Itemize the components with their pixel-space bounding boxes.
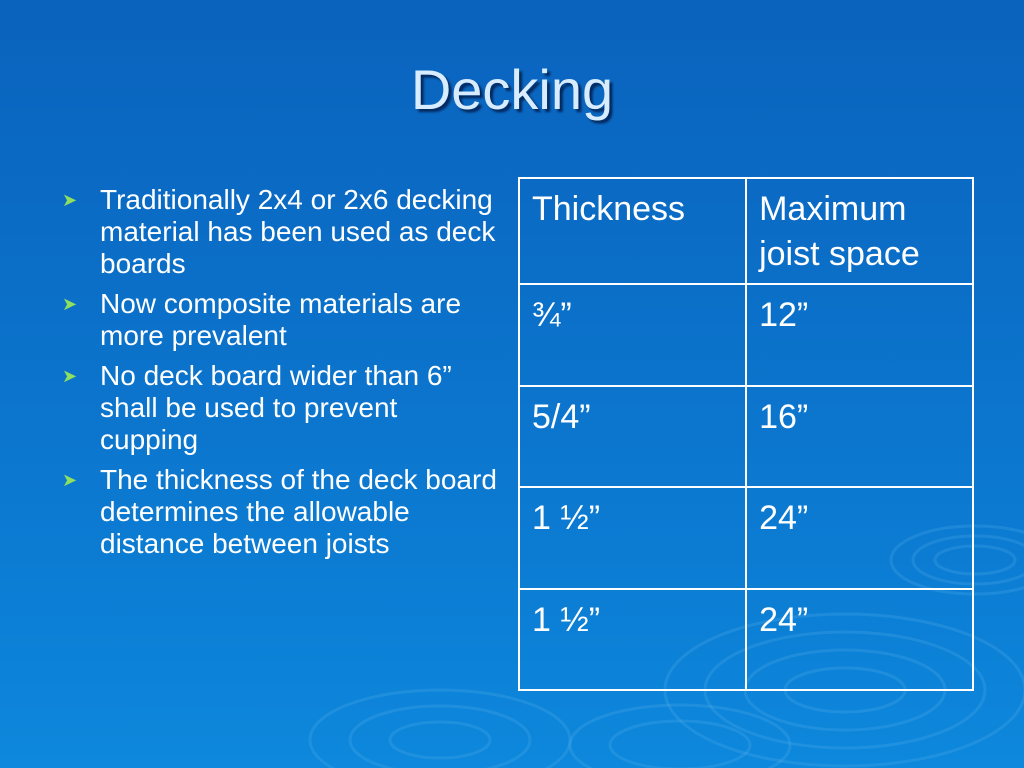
joist-spacing-table: [518, 177, 974, 691]
cell-thickness: 5/4”: [519, 386, 746, 487]
table-row: [519, 386, 973, 487]
bullet-list: [62, 184, 502, 568]
cell-joist-space: 24”: [746, 487, 973, 588]
table-header-row: [519, 178, 973, 284]
cell-joist-space: 24”: [746, 589, 973, 690]
green-arrow-icon: ➤: [62, 294, 78, 314]
bullet-item: [62, 464, 502, 560]
bullet-text: Now composite materials are more prevalent: [100, 288, 462, 351]
bullet-item: [62, 184, 502, 280]
cell-joist-space: 16”: [746, 386, 973, 487]
header-thickness: Thickness: [519, 178, 746, 284]
cell-joist-space: 12”: [746, 284, 973, 385]
header-maximum-joist-space: Maximum joist space: [746, 178, 973, 284]
bullet-text: Traditionally 2x4 or 2x6 decking material has been used as deck boards: [100, 184, 496, 279]
green-arrow-icon: ➤: [62, 366, 78, 386]
bullet-text: The thickness of the deck board determines the allowable distance between joists: [100, 464, 497, 559]
table-row: [519, 284, 973, 385]
cell-thickness: ¾”: [519, 284, 746, 385]
green-arrow-icon: ➤: [62, 470, 78, 490]
bullet-item: [62, 288, 502, 352]
cell-thickness: 1 ½”: [519, 487, 746, 588]
table-row: [519, 589, 973, 690]
green-arrow-icon: ➤: [62, 190, 78, 210]
slide-title: Decking: [410, 58, 614, 121]
bullet-item: [62, 360, 502, 456]
bullet-text: No deck board wider than 6” shall be used to prevent cupping: [100, 360, 452, 455]
cell-thickness: 1 ½”: [519, 589, 746, 690]
table-row: [519, 487, 973, 588]
